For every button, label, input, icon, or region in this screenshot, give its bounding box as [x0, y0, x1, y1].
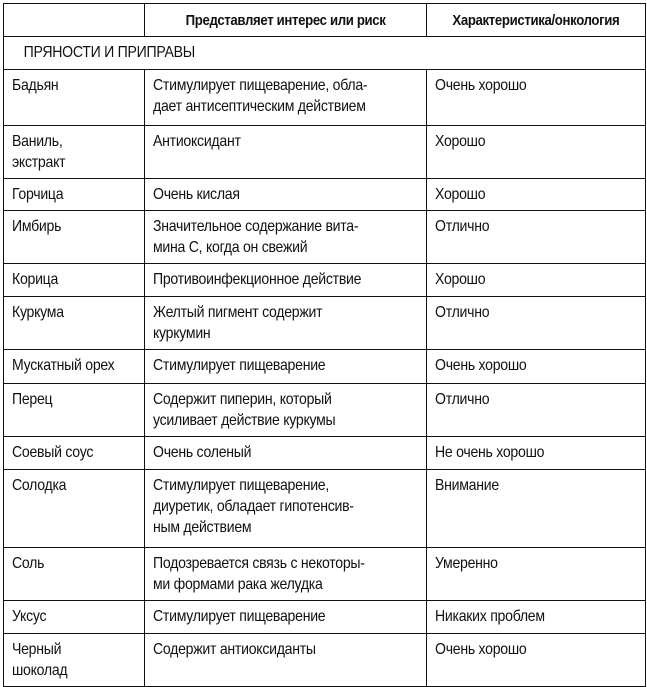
- interest-risk-cell-line-wrap: [153, 389, 418, 410]
- interest-risk-cell-line-wrap: [153, 216, 418, 237]
- interest-risk-cell-line-wrap: [153, 606, 418, 627]
- interest-risk-cell-line: Очень соленый: [153, 444, 252, 461]
- interest-risk-cell: [145, 211, 427, 264]
- spice-name-cell-line: экстракт: [12, 154, 66, 171]
- interest-risk-cell-line-wrap: [153, 639, 418, 660]
- spice-name-cell: [4, 264, 145, 297]
- oncology-rating-cell-text: [435, 302, 637, 323]
- spice-name-cell-text: [12, 355, 136, 376]
- oncology-rating-cell-text: [435, 553, 637, 574]
- table-row: [4, 126, 646, 179]
- oncology-rating-cell: [427, 437, 646, 470]
- oncology-rating-cell-line: Не очень хорошо: [435, 444, 545, 461]
- interest-risk-cell-text: [153, 216, 418, 258]
- interest-risk-cell-line: Антиоксидант: [153, 133, 241, 150]
- spice-name-cell-line: Бадьян: [12, 77, 59, 94]
- section-title-cell: [4, 37, 646, 70]
- interest-risk-cell-line: диуретик, обладает гипотенсив-: [153, 498, 354, 515]
- spice-name-cell-line: Ваниль,: [12, 133, 63, 150]
- spice-name-cell: [4, 548, 145, 601]
- interest-risk-cell: [145, 350, 427, 384]
- spice-name-cell-text: [12, 302, 136, 323]
- table-row: [4, 548, 646, 601]
- interest-risk-cell-line-wrap: [153, 269, 418, 290]
- interest-risk-cell-line-wrap: [153, 184, 418, 205]
- section-title: ПРЯНОСТИ И ПРИПРАВЫ: [23, 44, 195, 61]
- oncology-rating-cell: [427, 470, 646, 548]
- interest-risk-cell-line: Стимулирует пищеварение, обла-: [153, 77, 368, 94]
- interest-risk-cell-text: [153, 131, 418, 152]
- oncology-rating-cell: [427, 350, 646, 384]
- spice-name-cell: [4, 350, 145, 384]
- interest-risk-cell-line-wrap: [153, 442, 418, 463]
- spice-name-cell-line-wrap: [12, 75, 136, 96]
- spice-name-cell-text: [12, 475, 136, 496]
- interest-risk-cell-line-wrap: [153, 237, 418, 258]
- spice-name-cell-line: Куркума: [12, 304, 64, 321]
- interest-risk-cell-line-wrap: [153, 355, 418, 376]
- interest-risk-cell-line-wrap: [153, 75, 418, 96]
- oncology-rating-cell-line: Хорошо: [435, 133, 486, 150]
- oncology-rating-cell-text: [435, 184, 637, 205]
- interest-risk-cell: [145, 179, 427, 211]
- spice-name-cell: [4, 179, 145, 211]
- oncology-rating-cell-line: Очень хорошо: [435, 641, 527, 658]
- oncology-rating-cell: [427, 179, 646, 211]
- header-row: [4, 4, 646, 37]
- spice-name-cell-line-wrap: [12, 269, 136, 290]
- spice-name-cell-line-wrap: [12, 606, 136, 627]
- table-row: [4, 297, 646, 350]
- interest-risk-cell-line: усиливает действие куркумы: [153, 412, 336, 429]
- header-interest-risk-label: Представляет интерес или риск: [185, 11, 386, 29]
- interest-risk-cell-line: ми формами рака желудка: [153, 576, 323, 593]
- header-empty: [4, 4, 145, 37]
- spice-name-cell-line-wrap: [12, 355, 136, 376]
- spice-name-cell-line-wrap: [12, 660, 136, 681]
- spice-name-cell-line-wrap: [12, 302, 136, 323]
- interest-risk-cell-text: [153, 442, 418, 463]
- interest-risk-cell-line: Стимулирует пищеварение,: [153, 477, 330, 494]
- interest-risk-cell: [145, 384, 427, 437]
- oncology-rating-cell-text: [435, 216, 637, 237]
- interest-risk-cell-text: [153, 75, 418, 117]
- interest-risk-cell-line: Стимулирует пищеварение: [153, 357, 326, 374]
- oncology-rating-cell: [427, 601, 646, 634]
- oncology-rating-cell-line-wrap: [435, 553, 637, 574]
- interest-risk-cell: [145, 126, 427, 179]
- table-row: [4, 470, 646, 548]
- oncology-rating-cell: [427, 384, 646, 437]
- spice-name-cell-line: шоколад: [12, 662, 68, 679]
- spice-name-cell-text: [12, 389, 136, 410]
- spice-name-cell-line: Черный: [12, 641, 62, 658]
- interest-risk-cell-text: [153, 389, 418, 431]
- spice-name-cell-text: [12, 184, 136, 205]
- oncology-rating-cell-text: [435, 475, 637, 496]
- interest-risk-cell-text: [153, 639, 418, 660]
- oncology-rating-cell: [427, 70, 646, 126]
- table-row: [4, 634, 646, 687]
- oncology-rating-cell-line-wrap: [435, 269, 637, 290]
- spice-name-cell: [4, 70, 145, 126]
- table-row: [4, 350, 646, 384]
- spice-name-cell-text: [12, 639, 136, 681]
- spice-name-cell-line-wrap: [12, 475, 136, 496]
- spice-name-cell: [4, 211, 145, 264]
- table-row: [4, 437, 646, 470]
- oncology-rating-cell-text: [435, 442, 637, 463]
- interest-risk-cell-line: Желтый пигмент содержит: [153, 304, 323, 321]
- spice-name-cell-text: [12, 553, 136, 574]
- spice-name-cell-line: Солодка: [12, 477, 67, 494]
- header-oncology-rating-label: Характеристика/онкология: [452, 11, 620, 29]
- spice-name-cell-text: [12, 606, 136, 627]
- oncology-rating-cell-line-wrap: [435, 606, 637, 627]
- interest-risk-cell-text: [153, 475, 418, 538]
- oncology-rating-cell-text: [435, 269, 637, 290]
- interest-risk-cell-line: Подозревается связь с некоторы-: [153, 555, 365, 572]
- spice-name-cell-line: Мускатный орех: [12, 357, 115, 374]
- oncology-rating-cell-text: [435, 389, 637, 410]
- spice-name-cell: [4, 384, 145, 437]
- oncology-rating-cell-text: [435, 639, 637, 660]
- oncology-rating-cell-line: Очень хорошо: [435, 357, 527, 374]
- oncology-rating-cell-line: Отлично: [435, 391, 490, 408]
- interest-risk-cell-text: [153, 355, 418, 376]
- interest-risk-cell: [145, 601, 427, 634]
- spice-name-cell-line-wrap: [12, 553, 136, 574]
- interest-risk-cell: [145, 264, 427, 297]
- interest-risk-cell-line: Содержит антиоксиданты: [153, 641, 316, 658]
- interest-risk-cell-line-wrap: [153, 553, 418, 574]
- oncology-rating-cell: [427, 548, 646, 601]
- interest-risk-cell-line: Противоинфекционное действие: [153, 271, 362, 288]
- interest-risk-cell-text: [153, 302, 418, 344]
- table-row: [4, 264, 646, 297]
- interest-risk-cell-line-wrap: [153, 131, 418, 152]
- interest-risk-cell-line-wrap: [153, 496, 418, 517]
- oncology-rating-cell-line: Никаких проблем: [435, 608, 545, 625]
- oncology-rating-cell: [427, 126, 646, 179]
- oncology-rating-cell-line-wrap: [435, 216, 637, 237]
- oncology-rating-cell-line-wrap: [435, 639, 637, 660]
- interest-risk-cell-text: [153, 553, 418, 595]
- spice-name-cell-line: Корица: [12, 271, 59, 288]
- interest-risk-cell-text: [153, 269, 418, 290]
- spice-name-cell: [4, 297, 145, 350]
- interest-risk-cell: [145, 297, 427, 350]
- oncology-rating-cell-line-wrap: [435, 389, 637, 410]
- spice-name-cell-text: [12, 442, 136, 463]
- table-row: [4, 70, 646, 126]
- oncology-rating-cell-line: Умеренно: [435, 555, 498, 572]
- spice-name-cell-line-wrap: [12, 216, 136, 237]
- spice-name-cell-line: Уксус: [12, 608, 47, 625]
- interest-risk-cell-line-wrap: [153, 410, 418, 431]
- oncology-rating-cell-line: Отлично: [435, 218, 490, 235]
- oncology-rating-cell-text: [435, 355, 637, 376]
- section-row: [4, 37, 646, 70]
- spice-name-cell-text: [12, 216, 136, 237]
- interest-risk-cell-text: [153, 606, 418, 627]
- spice-name-cell-line-wrap: [12, 184, 136, 205]
- table-row: [4, 211, 646, 264]
- interest-risk-cell: [145, 470, 427, 548]
- spice-name-cell: [4, 470, 145, 548]
- oncology-rating-cell-line: Хорошо: [435, 271, 486, 288]
- interest-risk-cell-line-wrap: [153, 475, 418, 496]
- oncology-rating-cell-line: Очень хорошо: [435, 77, 527, 94]
- oncology-rating-cell-line-wrap: [435, 75, 637, 96]
- spice-name-cell: [4, 601, 145, 634]
- oncology-rating-cell-line: Хорошо: [435, 186, 486, 203]
- interest-risk-cell-line-wrap: [153, 574, 418, 595]
- interest-risk-cell: [145, 437, 427, 470]
- oncology-rating-cell: [427, 211, 646, 264]
- oncology-rating-cell: [427, 634, 646, 687]
- table-row: [4, 384, 646, 437]
- spice-name-cell: [4, 126, 145, 179]
- spice-name-cell-line: Имбирь: [12, 218, 62, 235]
- oncology-rating-cell-line-wrap: [435, 184, 637, 205]
- oncology-rating-cell: [427, 264, 646, 297]
- interest-risk-cell: [145, 634, 427, 687]
- spice-name-cell-text: [12, 269, 136, 290]
- spice-name-cell-line: Соевый соус: [12, 444, 94, 461]
- spice-name-cell-text: [12, 75, 136, 96]
- spice-name-cell: [4, 634, 145, 687]
- interest-risk-cell-line: Стимулирует пищеварение: [153, 608, 326, 625]
- oncology-rating-cell: [427, 297, 646, 350]
- table-row: [4, 179, 646, 211]
- header-oncology-rating: [427, 4, 646, 37]
- interest-risk-cell-line: Очень кислая: [153, 186, 240, 203]
- interest-risk-cell-line: мина С, когда он свежий: [153, 239, 308, 256]
- oncology-rating-cell-line-wrap: [435, 302, 637, 323]
- interest-risk-cell-text: [153, 184, 418, 205]
- spice-name-cell: [4, 437, 145, 470]
- spice-name-cell-line: Горчица: [12, 186, 64, 203]
- oncology-rating-cell-line-wrap: [435, 131, 637, 152]
- interest-risk-cell-line: Значительное содержание вита-: [153, 218, 359, 235]
- oncology-rating-cell-text: [435, 75, 637, 96]
- interest-risk-cell: [145, 70, 427, 126]
- oncology-rating-cell-line-wrap: [435, 442, 637, 463]
- spice-name-cell-line-wrap: [12, 389, 136, 410]
- spice-name-cell-line-wrap: [12, 639, 136, 660]
- oncology-rating-cell-line: Внимание: [435, 477, 499, 494]
- oncology-rating-cell-text: [435, 606, 637, 627]
- spice-name-cell-line-wrap: [12, 152, 136, 173]
- interest-risk-cell-line-wrap: [153, 323, 418, 344]
- table-row: [4, 601, 646, 634]
- interest-risk-cell-line-wrap: [153, 302, 418, 323]
- spice-name-cell-line: Перец: [12, 391, 53, 408]
- spices-table: [3, 3, 646, 687]
- spice-name-cell-line-wrap: [12, 131, 136, 152]
- spice-name-cell-line-wrap: [12, 442, 136, 463]
- interest-risk-cell-line-wrap: [153, 96, 418, 117]
- interest-risk-cell-line: Содержит пиперин, который: [153, 391, 332, 408]
- oncology-rating-cell-text: [435, 131, 637, 152]
- oncology-rating-cell-line-wrap: [435, 355, 637, 376]
- interest-risk-cell-line: дает антисептическим действием: [153, 98, 366, 115]
- interest-risk-cell-line: куркумин: [153, 325, 211, 342]
- spice-name-cell-text: [12, 131, 136, 173]
- interest-risk-cell-line-wrap: [153, 517, 418, 538]
- spice-name-cell-line: Соль: [12, 555, 45, 572]
- interest-risk-cell-line: ным действием: [153, 519, 252, 536]
- oncology-rating-cell-line: Отлично: [435, 304, 490, 321]
- interest-risk-cell: [145, 548, 427, 601]
- header-interest-risk: [145, 4, 427, 37]
- oncology-rating-cell-line-wrap: [435, 475, 637, 496]
